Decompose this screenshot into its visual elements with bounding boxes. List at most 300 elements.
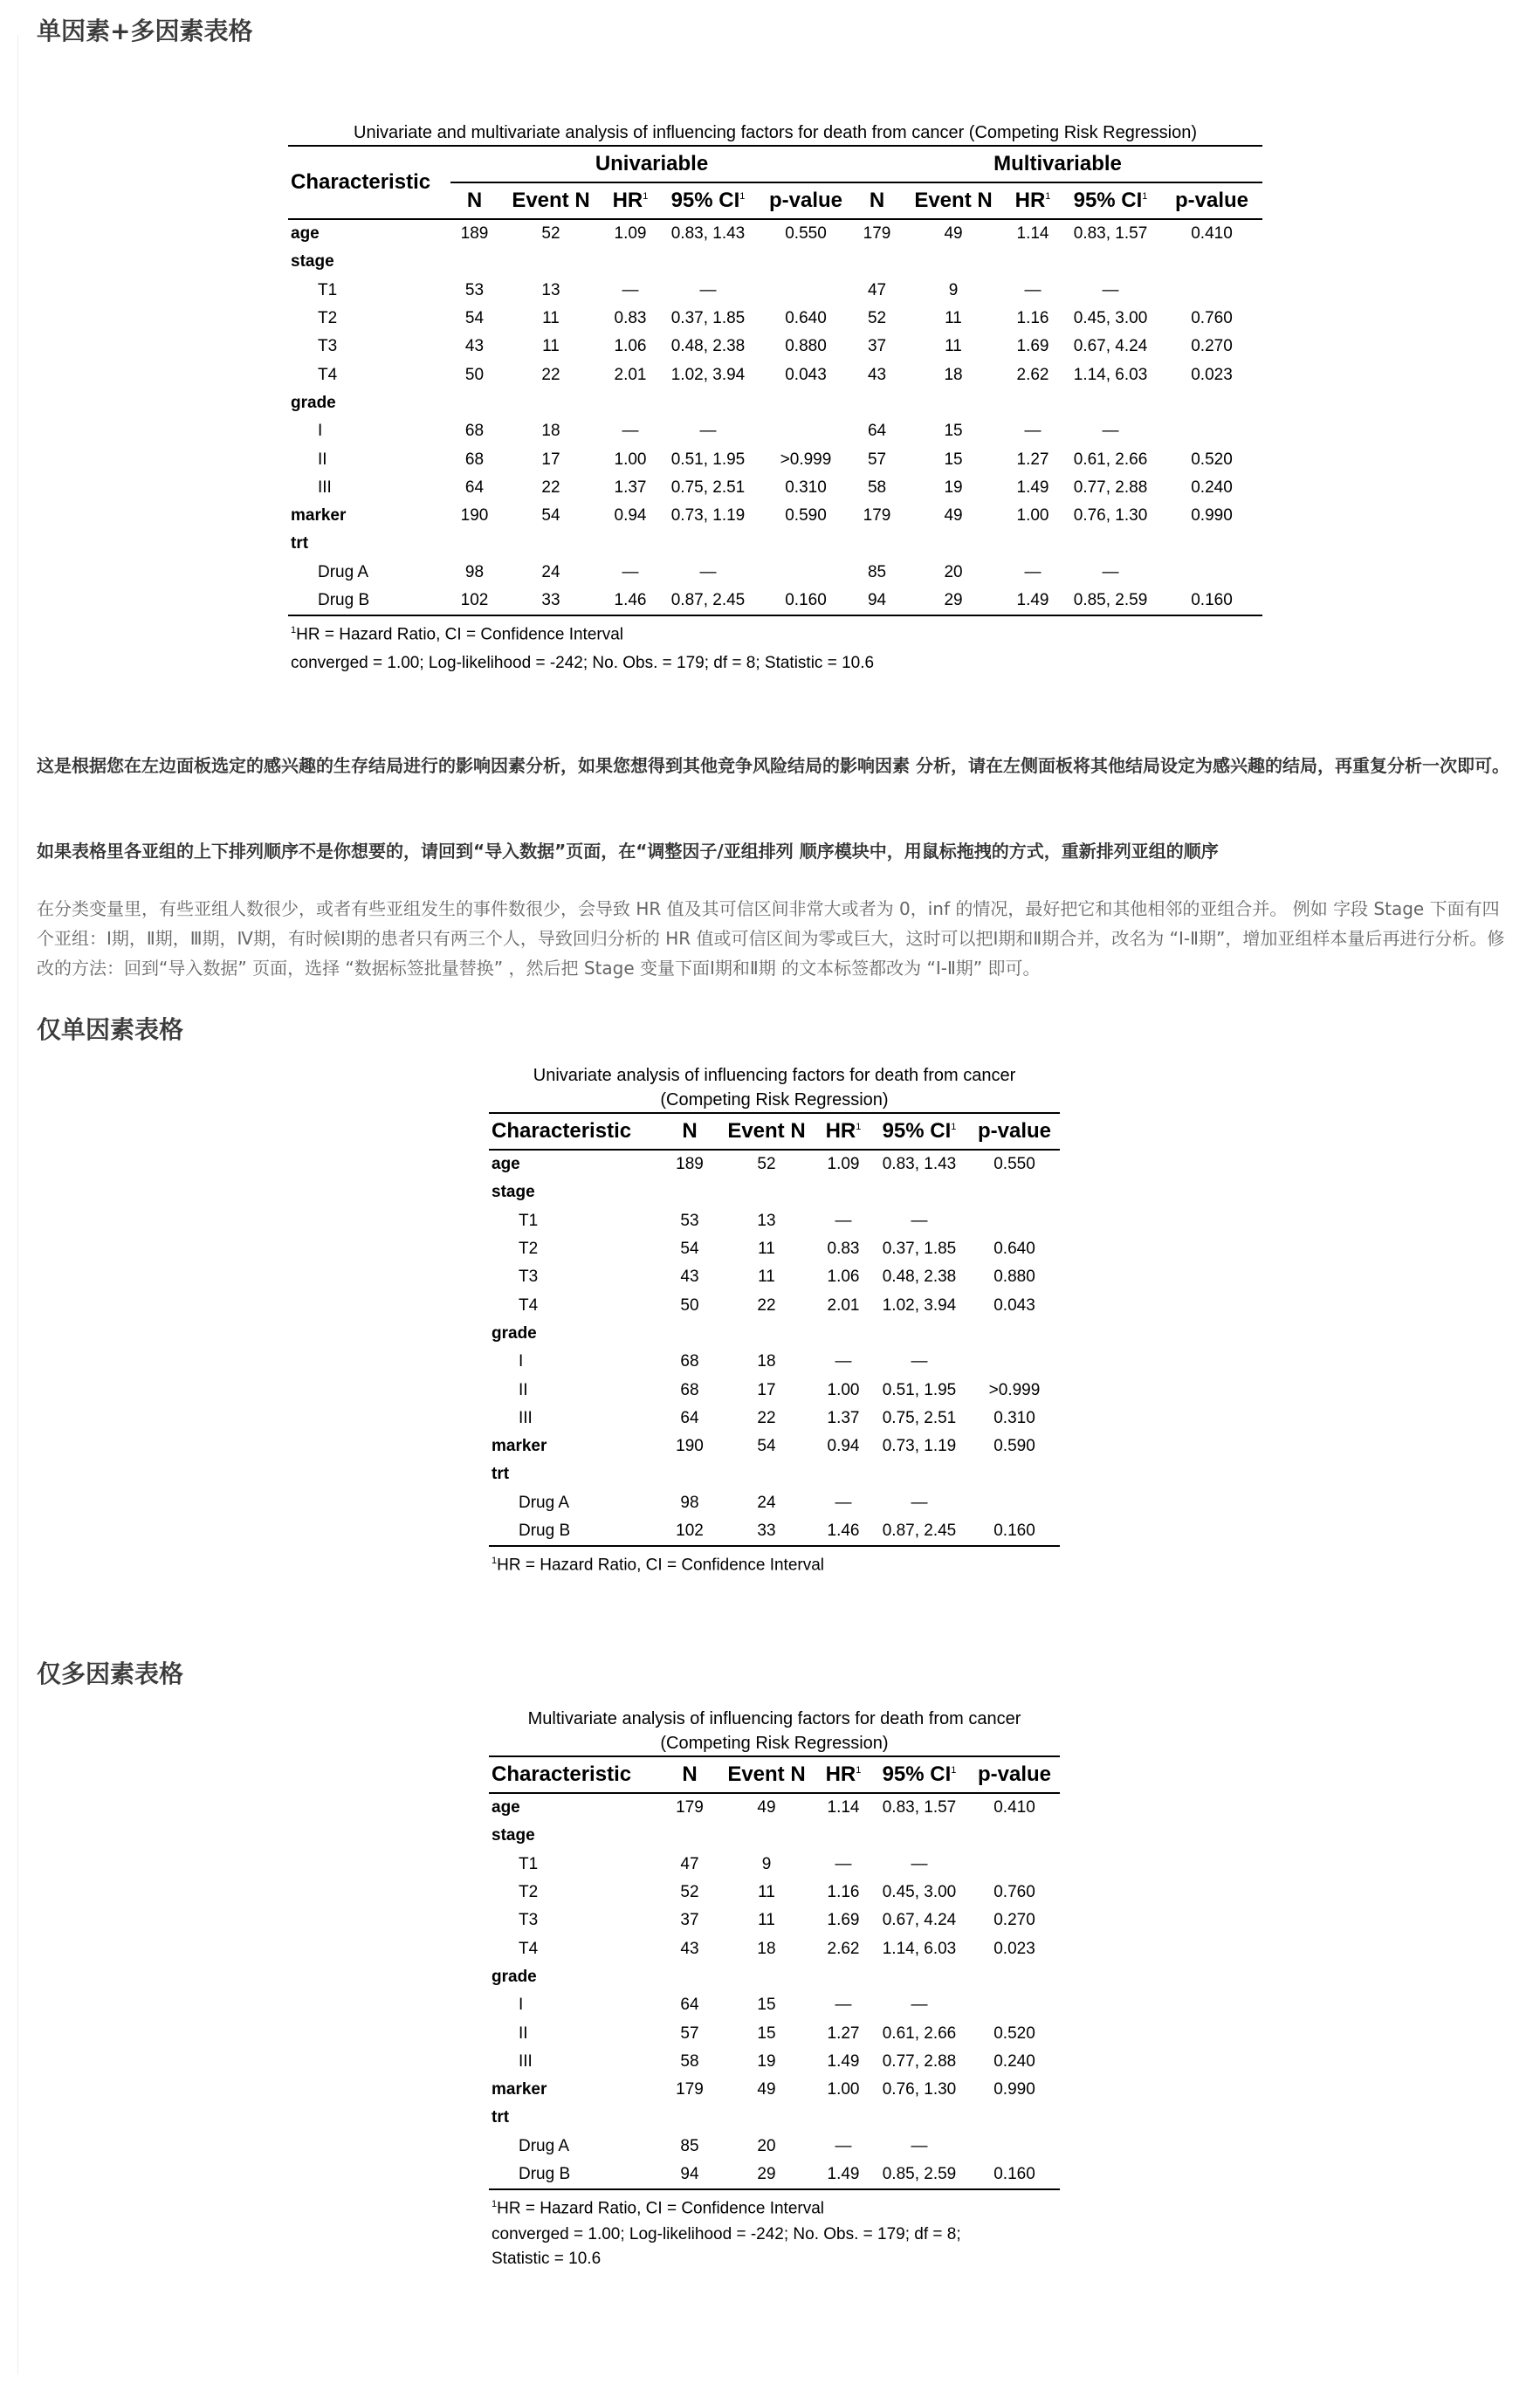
n-cell <box>663 1963 716 1991</box>
ci-cell: 0.48, 2.38 <box>670 337 746 356</box>
table-row <box>489 1433 1060 1460</box>
event-n-cell: 29 <box>716 2161 817 2189</box>
ci-cell: — <box>911 1996 928 2015</box>
table-row <box>288 277 1262 305</box>
row-label: T2 <box>519 1883 539 1902</box>
table-row <box>489 1263 1060 1291</box>
table-row <box>288 530 1262 558</box>
note-outcome: 这是根据您在左边面板选定的感兴趣的生存结局进行的影响因素分析，如果您想得到其他竞争风险结局的影响因素 分析，请在左侧面板将其他结局设定为感兴趣的结局，再重复分析一次即可。 <box>37 755 1509 776</box>
table-row <box>288 248 1262 276</box>
hr-cell: 2.62 <box>827 1939 860 1958</box>
ci-cell: 0.77, 2.88 <box>1073 478 1148 497</box>
hr-cell <box>817 1178 870 1206</box>
ci-cell: 0.83, 1.57 <box>882 1798 957 1817</box>
multi-table-caption: Multivariate analysis of influencing factors for death from cancer (Competing Risk Regression) <box>527 1709 1021 1753</box>
event-n-cell <box>901 530 1006 558</box>
event-n-cell: 33 <box>716 1517 817 1546</box>
event-n-cell: 22 <box>757 1408 776 1427</box>
table-row <box>489 1348 1060 1376</box>
pvalue-cell: 0.043 <box>993 1295 1035 1315</box>
table-row <box>288 361 1262 388</box>
n-cell: 98 <box>680 1493 699 1512</box>
section-title-combined: 单因素+多因素表格 <box>37 17 253 45</box>
pvalue-cell: 0.043 <box>785 365 827 384</box>
event-n-cell: 13 <box>757 1211 776 1230</box>
ci-cell: 0.75, 2.51 <box>670 478 746 497</box>
n-cell: 64 <box>464 478 485 497</box>
hr-cell: — <box>622 562 639 581</box>
uni-regression-table <box>489 1112 1060 1547</box>
ci-cell: — <box>911 1352 928 1371</box>
multi-header-ci: 95% $CI^1$ <box>870 1756 969 1793</box>
ci-cell: 0.76, 1.30 <box>882 2080 957 2099</box>
multi-footnote: $^1$HR = Hazard Ratio, CI = Confidence Interval <box>492 2199 825 2218</box>
left-border-line <box>17 35 18 2374</box>
hr-cell <box>1006 389 1060 417</box>
event-n-cell: 49 <box>757 1798 776 1817</box>
event-n-cell <box>716 1822 817 1850</box>
row-label: III <box>519 1408 533 1427</box>
pvalue-cell <box>969 1822 1060 1850</box>
n-cell: 179 <box>676 1798 704 1817</box>
hr-cell: 2.01 <box>827 1295 860 1315</box>
ci-cell: 0.45, 3.00 <box>882 1883 957 1902</box>
pvalue-cell: 0.520 <box>1191 450 1233 469</box>
ci-cell: 0.61, 2.66 <box>1073 450 1148 469</box>
hr-cell: — <box>835 1854 852 1873</box>
hr-cell: 1.00 <box>827 1380 860 1399</box>
table-row <box>489 1150 1060 1178</box>
pvalue-cell <box>969 1851 1060 1879</box>
pvalue-cell <box>969 1489 1060 1517</box>
n-cell: 47 <box>680 1854 699 1873</box>
event-n-cell: 11 <box>758 1911 775 1930</box>
uni-header-hr: $HR^1$ <box>817 1113 870 1150</box>
pvalue-cell: 0.410 <box>993 1798 1035 1817</box>
hr-cell: 1.00 <box>1016 506 1049 526</box>
n-cell: 102 <box>663 1517 716 1546</box>
row-label: marker <box>291 506 347 526</box>
row-label: II <box>318 450 327 469</box>
pvalue-cell <box>969 1178 1060 1206</box>
n-cell: 102 <box>450 587 498 615</box>
table-row <box>489 1376 1060 1404</box>
multi-header-n: N <box>853 182 901 219</box>
pvalue-cell <box>759 417 853 445</box>
pvalue-cell <box>969 1348 1060 1376</box>
pvalue-cell <box>969 2104 1060 2132</box>
hr-cell <box>603 248 657 276</box>
table-row <box>489 1822 1060 1850</box>
ci-cell: 1.02, 3.94 <box>882 1295 957 1315</box>
row-label: T1 <box>318 280 338 299</box>
ci-cell: 0.77, 2.88 <box>882 2051 957 2071</box>
table-row <box>489 1235 1060 1263</box>
hr-cell: — <box>835 1996 852 2015</box>
hr-cell: 1.16 <box>1016 309 1049 328</box>
hr-cell: 1.00 <box>827 2080 860 2099</box>
row-label: III <box>519 2051 533 2071</box>
row-label: T4 <box>519 1295 539 1315</box>
table-row <box>489 1879 1060 1907</box>
table-row <box>489 2161 1060 2189</box>
ci-cell: 1.14, 6.03 <box>882 1939 957 1958</box>
hr-cell <box>817 1460 870 1488</box>
hr-cell: 1.16 <box>827 1883 860 1902</box>
pvalue-cell: 0.520 <box>993 2023 1035 2043</box>
pvalue-cell: 0.023 <box>993 1939 1035 1958</box>
event-n-cell: 17 <box>541 450 560 469</box>
table-row <box>489 1851 1060 1879</box>
multi-header-hr: $HR^1$ <box>817 1756 870 1793</box>
pvalue-cell: 0.990 <box>993 2080 1035 2099</box>
n-cell: 64 <box>680 1996 699 2015</box>
uni-header-event-n: Event N <box>498 182 603 219</box>
event-n-cell <box>716 1963 817 1991</box>
event-n-cell: 54 <box>757 1437 776 1456</box>
header-univariable: Univariable <box>450 146 853 182</box>
row-label: T4 <box>318 365 338 384</box>
pvalue-cell: 0.550 <box>993 1155 1035 1174</box>
event-n-cell: 18 <box>944 365 963 384</box>
ci-cell <box>870 2104 969 2132</box>
event-n-cell <box>901 248 1006 276</box>
ci-cell: — <box>1102 280 1119 299</box>
n-cell: 53 <box>464 280 485 299</box>
table-row <box>489 1320 1060 1348</box>
pvalue-cell <box>969 1460 1060 1488</box>
event-n-cell: 11 <box>758 1883 775 1902</box>
row-label: marker <box>492 1437 547 1456</box>
pvalue-cell <box>969 1207 1060 1235</box>
pvalue-cell <box>759 389 853 417</box>
pvalue-cell: 0.310 <box>993 1408 1035 1427</box>
table-row <box>489 1489 1060 1517</box>
event-n-cell: 11 <box>945 309 962 328</box>
section-title-multivariate: 仅多因素表格 <box>37 1659 184 1688</box>
ci-cell <box>1060 530 1161 558</box>
table-row <box>288 502 1262 530</box>
event-n-cell: 29 <box>901 587 1006 615</box>
ci-cell: 0.73, 1.19 <box>882 1437 957 1456</box>
event-n-cell: 20 <box>757 2136 776 2155</box>
pvalue-cell: 0.880 <box>785 337 827 356</box>
header-characteristic: Characteristic <box>489 1113 663 1150</box>
pvalue-cell: >0.999 <box>988 1380 1041 1399</box>
pvalue-cell <box>1161 248 1262 276</box>
row-label: marker <box>492 2080 547 2099</box>
n-cell: 57 <box>680 2023 699 2043</box>
n-cell <box>663 1460 716 1488</box>
n-cell: 43 <box>867 365 887 384</box>
table-row <box>288 445 1262 473</box>
multi-header-event-n: Event N <box>716 1756 817 1793</box>
hr-cell: 1.14 <box>1016 224 1049 244</box>
n-cell <box>853 248 901 276</box>
multi-header-event-n: Event N <box>901 182 1006 219</box>
hr-cell: 2.62 <box>1016 365 1049 384</box>
event-n-cell: 22 <box>757 1295 776 1315</box>
n-cell: 52 <box>867 309 887 328</box>
hr-cell <box>817 1822 870 1850</box>
hr-cell: 0.94 <box>614 506 647 526</box>
hr-cell: 1.49 <box>1006 587 1060 615</box>
event-n-cell: 13 <box>541 280 560 299</box>
row-label: Drug B <box>489 2161 663 2189</box>
row-label: T2 <box>318 309 338 328</box>
row-label: II <box>519 1380 528 1399</box>
table-row <box>489 1460 1060 1488</box>
row-label: age <box>492 1155 520 1174</box>
note-merge: 在分类变量里，有些亚组人数很少，或者有些亚组发生的事件数很少，会导致 HR 值及其可信区间非常大或者为 0，inf 的情况，最好把它和其他相邻的亚组合并。 例如 字段 Stage 下面有四个亚组：Ⅰ期，Ⅱ期，Ⅲ期，Ⅳ期，有时候Ⅰ期的患者只有两三个人，导致回归分析的 HR 值或可信区间为零或巨大，这时可以把Ⅰ期和Ⅱ期合并，改名为 “Ⅰ-Ⅱ期”，增加亚组样本量后再进行分析。修改的方法：回到“导入数据” 页面，选择 “数据标签批量替换” ，然后把 Stage 变量下面Ⅰ期和Ⅱ期 的文本标签都改为 “Ⅰ-Ⅱ期” 即可。 <box>37 898 1505 979</box>
ci-cell: 1.14, 6.03 <box>1073 365 1148 384</box>
ci-cell: — <box>911 1493 928 1512</box>
pvalue-cell: 0.590 <box>993 1437 1035 1456</box>
ci-cell <box>1060 389 1161 417</box>
pvalue-cell <box>759 530 853 558</box>
ci-cell: 0.37, 1.85 <box>882 1240 957 1259</box>
n-cell: 52 <box>680 1883 699 1902</box>
n-cell: 190 <box>676 1437 704 1456</box>
pvalue-cell: 0.310 <box>785 478 827 497</box>
row-label: stage <box>492 1826 535 1845</box>
row-label: I <box>519 1352 524 1371</box>
header-characteristic: Characteristic <box>288 146 450 219</box>
n-cell: 85 <box>867 562 887 581</box>
header-multivariable: Multivariable <box>853 146 1262 182</box>
event-n-cell: 24 <box>541 562 560 581</box>
hr-cell: — <box>622 280 639 299</box>
hr-cell <box>1006 248 1060 276</box>
pvalue-cell: 0.270 <box>1191 337 1233 356</box>
n-cell: 37 <box>867 337 887 356</box>
uni-header-hr: $HR^1$ <box>603 182 657 219</box>
pvalue-cell <box>1161 559 1262 587</box>
pvalue-cell <box>1161 389 1262 417</box>
hr-cell: 1.46 <box>603 587 657 615</box>
hr-cell: 0.94 <box>827 1437 860 1456</box>
pvalue-cell <box>969 1320 1060 1348</box>
n-cell: 179 <box>863 224 891 244</box>
ci-cell <box>1060 248 1161 276</box>
hr-cell: 1.69 <box>827 1911 860 1930</box>
event-n-cell <box>901 389 1006 417</box>
header-characteristic: Characteristic <box>489 1756 663 1793</box>
row-label: T1 <box>519 1211 539 1230</box>
ci-cell <box>870 1178 969 1206</box>
pvalue-cell <box>1161 277 1262 305</box>
n-cell: 68 <box>464 450 485 469</box>
row-label: I <box>318 422 323 441</box>
row-label: T3 <box>519 1268 539 1287</box>
ci-cell: 0.73, 1.19 <box>670 506 746 526</box>
combined-table <box>288 120 1262 677</box>
ci-cell <box>870 1822 969 1850</box>
n-cell: 50 <box>464 365 485 384</box>
n-cell: 94 <box>663 2161 716 2189</box>
uni-header-pvalue: p-value <box>969 1113 1060 1150</box>
event-n-cell: 18 <box>541 422 560 441</box>
n-cell <box>450 530 498 558</box>
table-row <box>489 2076 1060 2104</box>
pvalue-cell <box>969 1991 1060 2019</box>
ci-cell: 0.67, 4.24 <box>882 1911 957 1930</box>
combined-model-stats: converged = 1.00; Log-likelihood = -242; No. Obs. = 179; df = 8; Statistic = 10.6 <box>291 654 875 673</box>
multi-regression-table <box>489 1755 1060 2190</box>
section-title-univariate: 仅单因素表格 <box>37 1015 184 1044</box>
table-row <box>288 389 1262 417</box>
hr-cell <box>817 1320 870 1348</box>
uni-header-ci: 95% $CI^1$ <box>657 182 759 219</box>
event-n-cell <box>498 248 603 276</box>
table-row <box>489 2133 1060 2161</box>
uni-table <box>489 1063 1060 1579</box>
n-cell <box>663 1320 716 1348</box>
n-cell: 68 <box>680 1352 699 1371</box>
hr-cell: 1.27 <box>827 2023 860 2043</box>
ci-cell <box>870 1460 969 1488</box>
hr-cell: 1.37 <box>614 478 647 497</box>
n-cell <box>663 1178 716 1206</box>
event-n-cell: 49 <box>944 506 963 526</box>
n-cell: 64 <box>680 1408 699 1427</box>
ci-cell: — <box>1102 562 1119 581</box>
event-n-cell: 18 <box>757 1939 776 1958</box>
n-cell: 68 <box>464 422 485 441</box>
pvalue-cell: 0.760 <box>1191 309 1233 328</box>
n-cell: 94 <box>853 587 901 615</box>
event-n-cell <box>716 1320 817 1348</box>
multi-model-stats: converged = 1.00; Log-likelihood = -242; No. Obs. = 179; df = 8; Statistic = 10.6 <box>492 2225 961 2269</box>
event-n-cell: 33 <box>498 587 603 615</box>
table-row <box>489 1991 1060 2019</box>
ci-cell: — <box>699 562 717 581</box>
n-cell: 179 <box>863 506 891 526</box>
pvalue-cell: 0.880 <box>993 1268 1035 1287</box>
uni-header-pvalue: p-value <box>759 182 853 219</box>
event-n-cell: 15 <box>757 2023 776 2043</box>
row-label: trt <box>291 534 309 553</box>
n-cell <box>663 1822 716 1850</box>
pvalue-cell: 0.640 <box>785 309 827 328</box>
multi-header-pvalue: p-value <box>969 1756 1060 1793</box>
n-cell <box>853 530 901 558</box>
table-row <box>489 1963 1060 1991</box>
event-n-cell: 19 <box>944 478 963 497</box>
row-label: I <box>519 1996 524 2015</box>
event-n-cell: 11 <box>945 337 962 356</box>
table-row <box>288 333 1262 361</box>
pvalue-cell <box>969 1963 1060 1991</box>
hr-cell: — <box>622 422 639 441</box>
ci-cell: — <box>699 280 717 299</box>
row-label: Drug B <box>489 1517 663 1546</box>
pvalue-cell: >0.999 <box>780 450 832 469</box>
row-label: age <box>291 224 320 244</box>
row-label: grade <box>291 393 336 412</box>
hr-cell: 1.49 <box>827 2051 860 2071</box>
ci-cell: 0.51, 1.95 <box>882 1380 957 1399</box>
hr-cell: — <box>1024 562 1042 581</box>
row-label: T4 <box>519 1939 539 1958</box>
n-cell: 85 <box>680 2136 699 2155</box>
table-row <box>288 587 1262 615</box>
pvalue-cell: 0.550 <box>785 224 827 244</box>
hr-cell: 1.06 <box>614 337 647 356</box>
pvalue-cell: 0.270 <box>993 1911 1035 1930</box>
ci-cell: — <box>911 1854 928 1873</box>
uni-header-event-n: Event N <box>716 1113 817 1150</box>
n-cell: 53 <box>680 1211 699 1230</box>
uni-header-n: N <box>450 182 498 219</box>
ci-cell <box>870 1320 969 1348</box>
pvalue-cell <box>759 277 853 305</box>
multi-header-ci: 95% $CI^1$ <box>1060 182 1161 219</box>
ci-cell <box>870 1963 969 1991</box>
event-n-cell: 54 <box>541 506 560 526</box>
ci-cell: 0.83, 1.43 <box>882 1155 957 1174</box>
event-n-cell: 17 <box>757 1380 776 1399</box>
event-n-cell: 11 <box>758 1240 775 1259</box>
table-row <box>489 1207 1060 1235</box>
pvalue-cell: 0.240 <box>1191 478 1233 497</box>
hr-cell: 1.69 <box>1016 337 1049 356</box>
table-row <box>489 1291 1060 1319</box>
table-row <box>489 1517 1060 1546</box>
event-n-cell: 22 <box>541 478 560 497</box>
row-label: T3 <box>519 1911 539 1930</box>
n-cell <box>450 389 498 417</box>
hr-cell: 1.37 <box>827 1408 860 1427</box>
ci-cell: — <box>699 422 717 441</box>
hr-cell: 2.01 <box>614 365 647 384</box>
ci-cell: 0.87, 2.45 <box>870 1517 969 1546</box>
uni-table-caption: Univariate analysis of influencing factors for death from cancer (Competing Risk Regression) <box>533 1066 1016 1110</box>
row-label: T2 <box>519 1240 539 1259</box>
ci-cell: 0.75, 2.51 <box>882 1408 957 1427</box>
pvalue-cell: 0.410 <box>1191 224 1233 244</box>
row-label: Drug B <box>288 587 450 615</box>
row-label: stage <box>492 1183 535 1202</box>
event-n-cell: 19 <box>757 2051 776 2071</box>
n-cell: 189 <box>676 1155 704 1174</box>
hr-cell: 1.09 <box>827 1155 860 1174</box>
event-n-cell: 15 <box>944 450 963 469</box>
ci-cell: — <box>1102 422 1119 441</box>
event-n-cell: 20 <box>944 562 963 581</box>
pvalue-cell: 0.160 <box>969 2161 1060 2189</box>
event-n-cell: 11 <box>542 309 560 328</box>
combined-regression-table <box>288 145 1262 616</box>
row-label: grade <box>492 1967 537 1986</box>
hr-cell: 1.06 <box>827 1268 860 1287</box>
event-n-cell: 24 <box>757 1493 776 1512</box>
table-row <box>489 1405 1060 1433</box>
event-n-cell: 9 <box>761 1854 772 1873</box>
event-n-cell: 11 <box>758 1268 775 1287</box>
table-row <box>489 2048 1060 2076</box>
combined-footnote: $^1$HR = Hazard Ratio, CI = Confidence Interval <box>291 625 624 644</box>
ci-cell: 0.76, 1.30 <box>1073 506 1148 526</box>
row-label: age <box>492 1798 520 1817</box>
event-n-cell <box>498 389 603 417</box>
n-cell: 54 <box>680 1240 699 1259</box>
ci-cell: 1.02, 3.94 <box>670 365 746 384</box>
ci-cell: 0.45, 3.00 <box>1073 309 1148 328</box>
table-row <box>288 417 1262 445</box>
table-row <box>489 1934 1060 1962</box>
row-label: stage <box>291 252 334 271</box>
